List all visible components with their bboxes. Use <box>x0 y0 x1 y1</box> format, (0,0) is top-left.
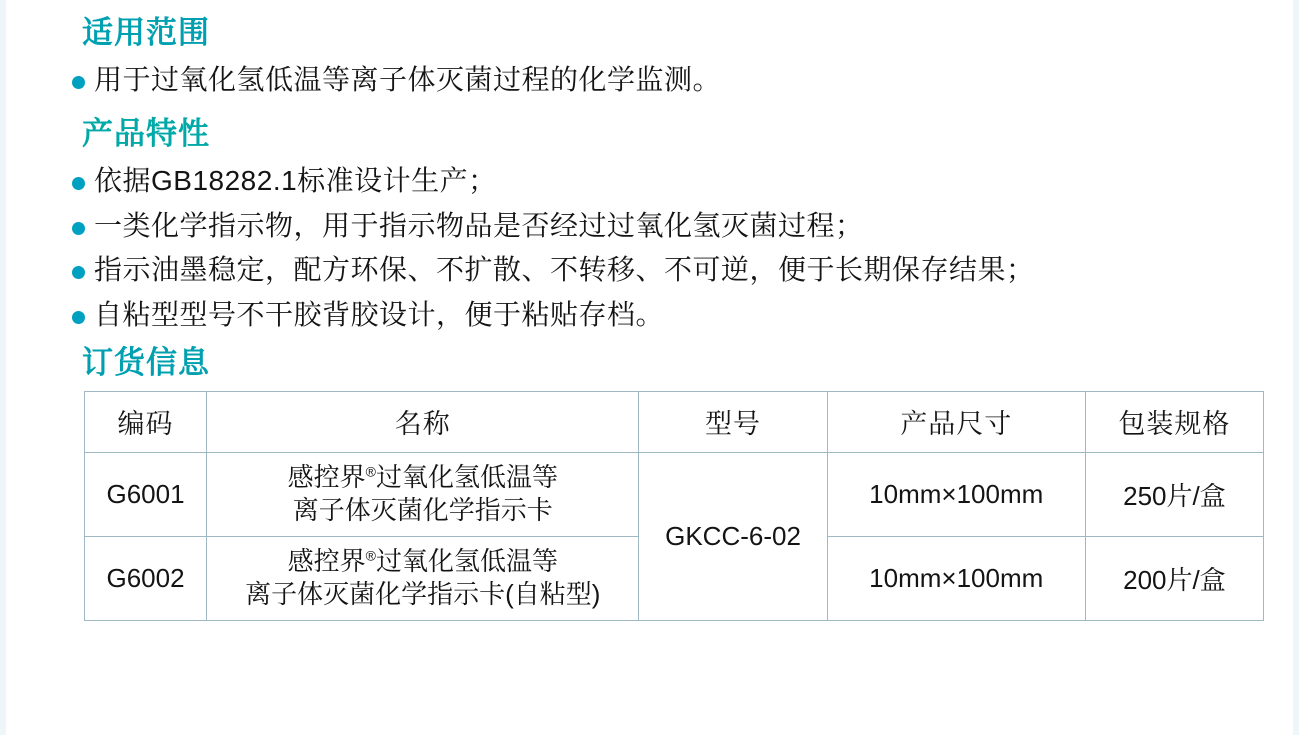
table-row <box>85 452 1264 536</box>
product-name-line2: 离子体灭菌化学指示卡 <box>292 495 553 526</box>
ordering-table-wrap <box>84 391 1264 621</box>
table-header-cell: 包装规格 <box>1085 391 1263 452</box>
table-header-row <box>85 391 1264 452</box>
section-title-features: 产品特性 <box>82 116 210 152</box>
list-item: 自粘型型号不干胶背胶设计，便于粘贴存档。 <box>30 294 1269 337</box>
list-item: 指示油墨稳定，配方环保、不扩散、不转移、不可逆，便于长期保存结果； <box>30 249 1269 292</box>
table-header-cell: 型号 <box>639 391 827 452</box>
cell-pack: 250片/盒 <box>1085 452 1263 536</box>
cell-name <box>207 536 639 620</box>
list-item: 用于过氧化氢低温等离子体灭菌过程的化学监测。 <box>30 59 1269 102</box>
cell-size: 10mm×100mm <box>827 452 1085 536</box>
scope-list <box>30 59 1269 102</box>
list-item: 一类化学指示物，用于指示物品是否经过过氧化氢灭菌过程； <box>30 205 1269 248</box>
product-name-line2: 离子体灭菌化学指示卡(自粘型) <box>245 579 601 610</box>
product-name-line1: 感控界®过氧化氢低温等 <box>287 545 558 576</box>
list-item: 依据GB18282.1标准设计生产； <box>30 160 1269 203</box>
product-name-line1: 感控界®过氧化氢低温等 <box>287 461 558 492</box>
section-title-ordering: 订货信息 <box>82 345 210 381</box>
table-header-cell: 名称 <box>207 391 639 452</box>
cell-pack: 200片/盒 <box>1085 536 1263 620</box>
cell-size: 10mm×100mm <box>827 536 1085 620</box>
section-title-scope: 适用范围 <box>82 15 210 50</box>
table-header-cell: 编码 <box>85 391 207 452</box>
table-header-cell: 产品尺寸 <box>827 391 1085 452</box>
ordering-table <box>84 391 1264 621</box>
registered-mark: ® <box>365 463 376 480</box>
cell-model: GKCC-6-02 <box>639 452 827 620</box>
cell-code: G6001 <box>85 452 207 536</box>
registered-mark: ® <box>365 547 376 564</box>
cell-name <box>207 452 639 536</box>
features-list <box>30 160 1269 336</box>
spacer <box>30 105 1269 115</box>
cell-code: G6002 <box>85 536 207 620</box>
